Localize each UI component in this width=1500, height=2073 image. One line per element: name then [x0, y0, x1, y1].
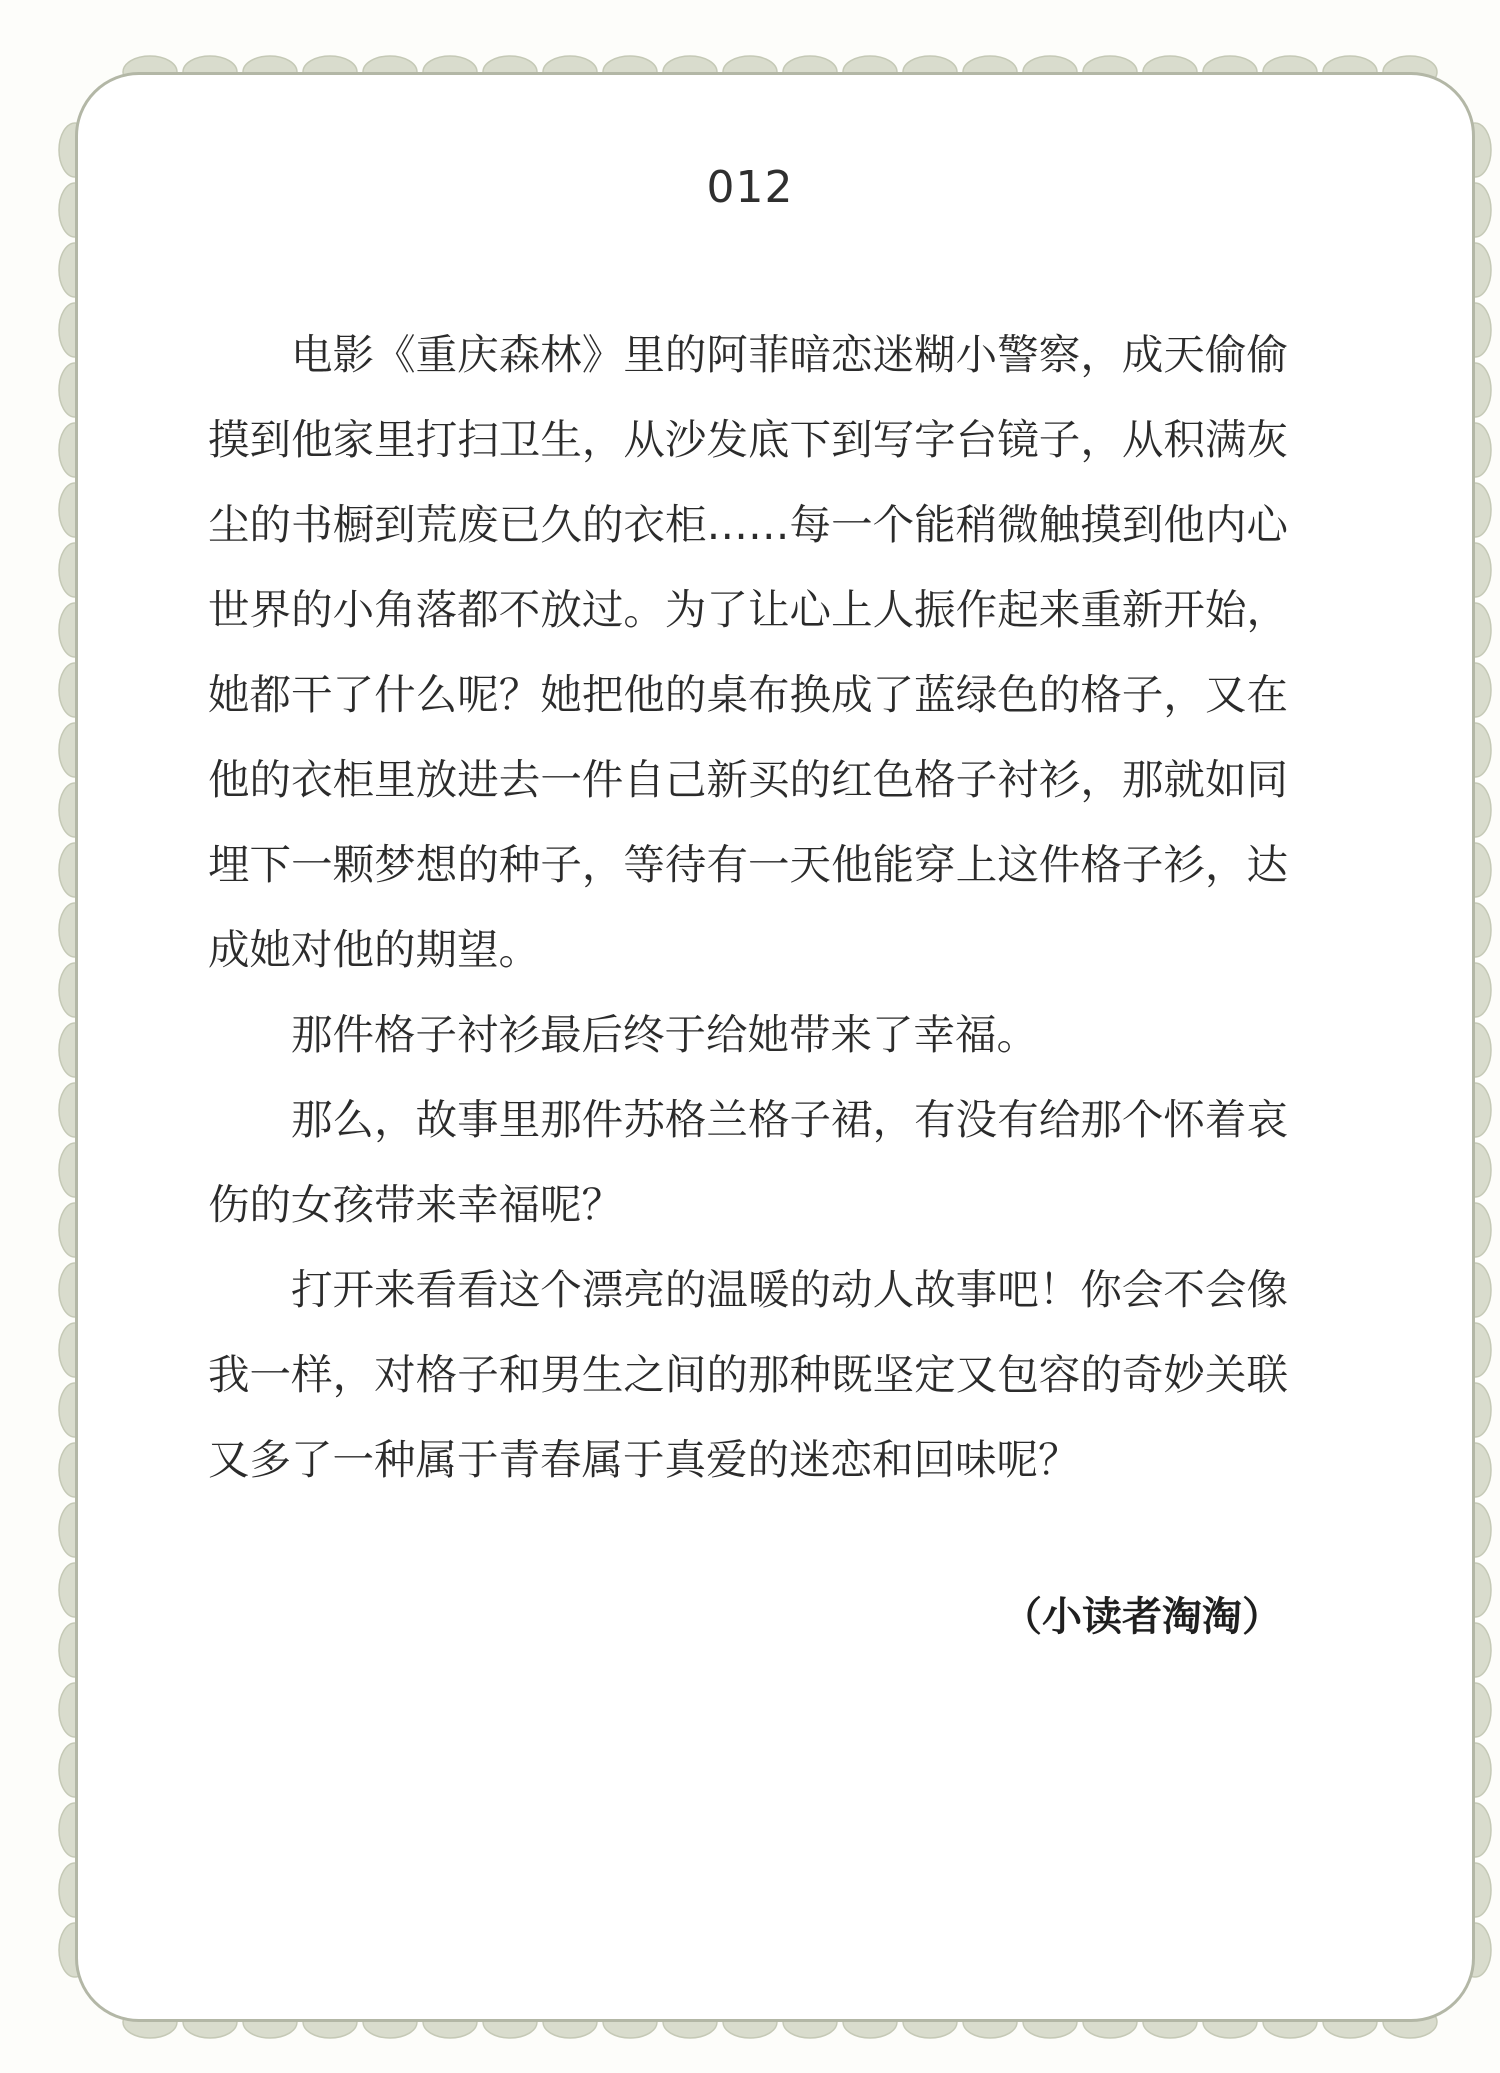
paragraph: 那件格子衬衫最后终于给她带来了幸福。	[291, 1010, 1039, 1059]
body-text	[208, 312, 1288, 1502]
paragraph: 打开来看看这个漂亮的温暖的动人故事吧！你会不会像我一样，对格子和男生之间的那种既坚定又包容的奇妙关联又多了一种属于青春属于真爱的迷恋和回味呢？	[208, 1265, 1288, 1484]
page-number: 012	[706, 162, 794, 213]
paragraph: 那么，故事里那件苏格兰格子裙，有没有给那个怀着哀伤的女孩带来幸福呢？	[208, 1095, 1288, 1229]
paragraph: 电影《重庆森林》里的阿菲暗恋迷糊小警察，成天偷偷摸到他家里打扫卫生，从沙发底下到写字台镜子，从积满灰尘的书橱到荒废已久的衣柜……每一个能稍微触摸到他内心世界的小角落都不放过。为了让心上人振作起来重新开始，她都干了什么呢？她把他的桌布换成了蓝绿色的格子，又在他的衣柜里放进去一件自己新买的红色格子衬衫，那就如同埋下一颗梦想的种子，等待有一天他能穿上这件格子衫，达成她对他的期望。	[208, 330, 1288, 974]
signature: （小读者淘淘）	[1002, 1594, 1282, 1640]
